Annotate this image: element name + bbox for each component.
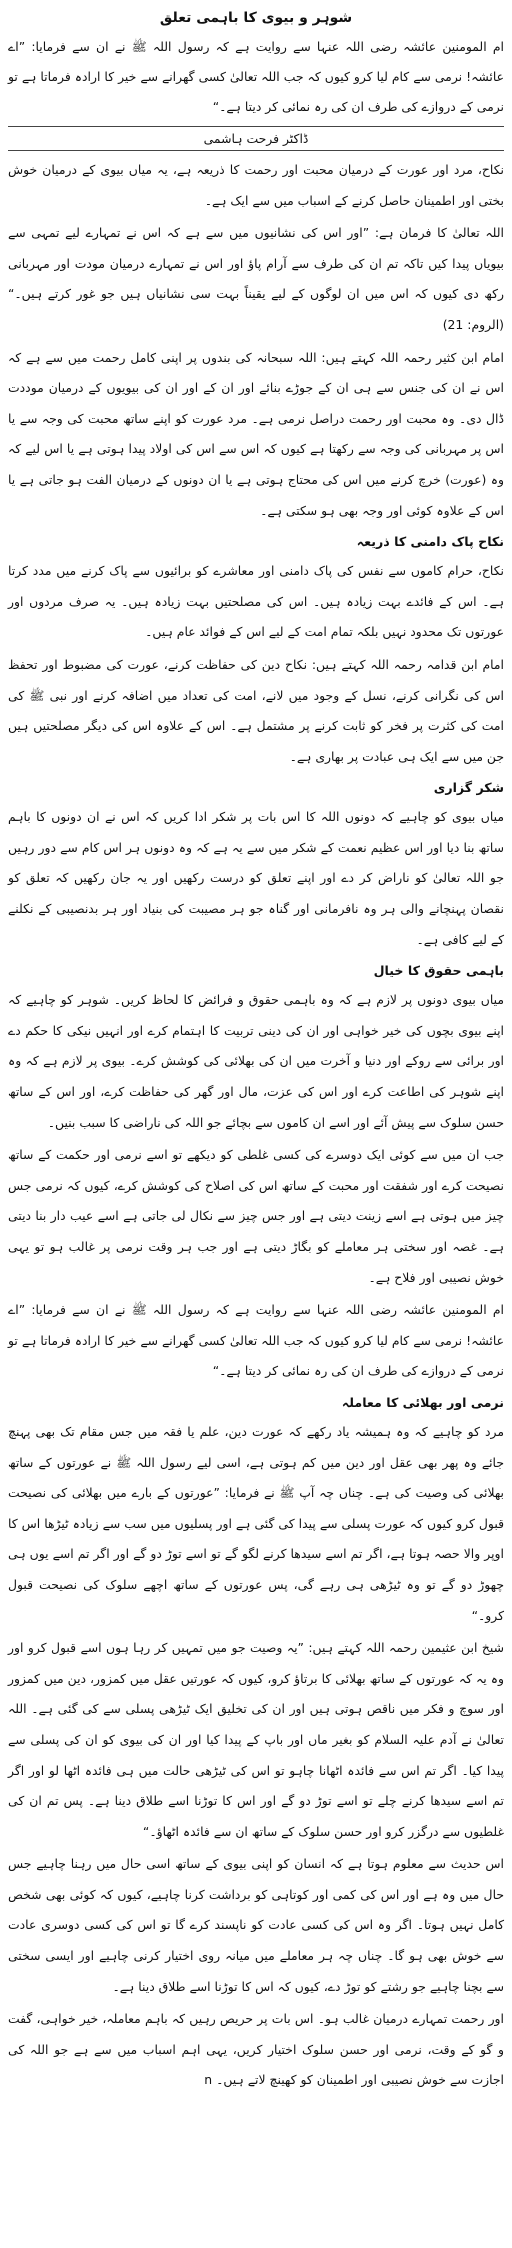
section-heading: نکاح پاک دامنی کا ذریعہ bbox=[356, 534, 504, 550]
author-divider bbox=[8, 150, 504, 151]
paragraph: مرد کو چاہیے کہ وہ ہمیشہ یاد رکھے کہ عورت دین، علم یا فقہ میں جس مقام تک بھی پہنچ جائے وہ پھر بھی عقل اور دین میں کم ہوتی ہے، اسی لیے رسول اللہ ﷺ نے عورتوں کے ساتھ بھلائی کی وصیت کی ہے۔ چناں چہ آپ ﷺ نے فرمایا: ”عورتوں کے بارے میں بھلائی کی نصیحت قبول کرو کیوں کہ عورت پسلی سے پیدا کی گئی ہے اور پسلیوں میں سب سے زیادہ ٹیڑھا اس کا اوپر والا حصہ ہوتا ہے، اگر تم اسے سیدھا کرنے لگو گے تو اسے توڑ دو گے اور اگر تم اسے یوں ہی چھوڑ دو گے تو وہ ٹیڑھی ہی رہے گی، پس عورتوں کے ساتھ اچھے سلوک کی نصیحت قبول کرو۔“ bbox=[8, 1423, 504, 1623]
end-mark: n bbox=[204, 2072, 213, 2088]
section-heading: باہمی حقوق کا خیال bbox=[373, 963, 504, 979]
paragraph: میاں بیوی دونوں پر لازم ہے کہ وہ باہمی حقوق و فرائض کا لحاظ کریں۔ شوہر کو چاہیے کہ اپنے بیوی بچوں کی خیر خواہی اور ان کی دینی تربیت کا اہتمام کرے اور انہیں نیکی کا حکم دے اور برائی سے روکے اور دنیا و آخرت میں ان کی بھلائی کی کوشش کرے۔ بیوی پر لازم ہے کہ وہ اپنے شوہر کی اطاعت کرے اور اس کی عزت، مال اور گھر کی حفاظت کرے، اور اس کے ساتھ حسن سلوک سے پیش آئے اور اسے ان کاموں سے بچائے جو اللہ کی ناراضی کا سبب بنیں۔ bbox=[8, 992, 504, 1130]
paragraph: نکاح، مرد اور عورت کے درمیان محبت اور رحمت کا ذریعہ ہے، یہ میاں بیوی کے درمیان خوش بختی اور اطمینان حاصل کرنے کے اسباب میں سے ایک ہے۔ bbox=[8, 162, 504, 208]
paragraph: اس حدیث سے معلوم ہوتا ہے کہ انسان کو اپنی بیوی کے ساتھ اسی حال میں رہنا چاہیے جس حال میں وہ ہے اور اس کی کمی اور کوتاہی کو برداشت کرنا چاہیے، کیوں کہ کوئی بھی شخص کامل نہیں ہوتا۔ اگر وہ اس کی کسی عادت کو ناپسند کرے گا تو اس کی کسی دوسری عادت سے خوش بھی ہو گا۔ چناں چہ ہر معاملے میں میانہ روی اختیار کرنی چاہیے اور ایسی سختی سے بچنا چاہیے جو رشتے کو توڑ دے، کیوں کہ اس کا توڑنا اسے طلاق دینا ہے۔ bbox=[8, 1856, 504, 1994]
paragraph: شیخ ابن عثیمین رحمہ اللہ کہتے ہیں: ”یہ وصیت جو میں تمہیں کر رہا ہوں اسے قبول کرو اور وہ یہ کہ عورتوں کے ساتھ بھلائی کا برتاؤ کرو، کیوں کہ عورتیں عقل میں کمزور، دین میں کمزور اور سوچ و فکر میں ناقص ہوتی ہیں اور ان کی تخلیق ایک ٹیڑھی پسلی سے کی گئی ہے۔ اللہ تعالیٰ نے آدم علیہ السلام کو بغیر ماں اور باپ کے پیدا کیا اور ان کی بیوی کو ان کی پسلی سے پیدا کیا۔ اگر تم اس سے فائدہ اٹھانا چاہو تو اس کی ٹیڑھی حالت میں ہی فائدہ اٹھا لو اور اگر تم اسے سیدھا کرنے چلے تو اسے توڑ دو گے اور اس کا توڑنا اسے طلاق دینا ہے۔ پس تم ان کی غلطیوں سے درگزر کرو اور حسن سلوک کے ساتھ ان سے فائدہ اٹھاؤ۔“ bbox=[8, 1640, 504, 1839]
paragraph: ام المومنین عائشہ رضی اللہ عنہا سے روایت ہے کہ رسول اللہ ﷺ نے ان سے فرمایا: ”اے عائشہ! نرمی سے کام لیا کرو کیوں کہ جب اللہ تعالیٰ کسی گھرانے سے خیر کا ارادہ فرماتا ہے تو نرمی کے دروازے کی طرف ان کی رہ نمائی کر دیتا ہے۔“ bbox=[8, 1302, 504, 1379]
title-divider bbox=[8, 126, 504, 127]
author-name: ڈاکٹر فرحت ہاشمی bbox=[203, 131, 309, 146]
paragraph: نکاح، حرام کاموں سے نفس کی پاک دامنی اور معاشرے کو برائیوں سے پاک کرنے میں مدد کرتا ہے۔ اس کے فائدے بہت زیادہ ہیں۔ اس کی مصلحتیں بہت زیادہ ہیں۔ یہ صرف مردوں اور عورتوں تک محدود نہیں بلکہ تمام امت کے لیے اس کے فوائد عام ہیں۔ bbox=[8, 563, 504, 640]
section-heading: شکر گزاری bbox=[433, 780, 504, 796]
paragraph bbox=[8, 2004, 504, 2096]
intro-hadith: ام المومنین عائشہ رضی اللہ عنہا سے روایت ہے کہ رسول اللہ ﷺ نے ان سے فرمایا: ”اے عائشہ! نرمی سے کام لیا کرو کیوں کہ جب اللہ تعالیٰ کسی گھرانے سے خیر کا ارادہ فرماتا ہے تو نرمی کے دروازے کی طرف ان کی رہ نمائی کر دیتا ہے۔“ bbox=[8, 39, 504, 114]
paragraph: میاں بیوی کو چاہیے کہ دونوں اللہ کا اس بات پر شکر ادا کریں کہ اس نے ان دونوں کا باہم ساتھ بنا دیا اور اس عظیم نعمت کے شکر میں سے یہ ہے کہ وہ دونوں ہر اس کام سے دور رہیں جو اللہ تعالیٰ کو ناراض کر دے اور اپنے تعلق کو درست رکھیں اور یہ جان رکھیں کہ تعلق کو نقصان پہنچانے والی ہر وہ نافرمانی اور گناہ جو ہر مصیبت کی بنیاد اور ہر بدنصیبی کے نکلنے کے لیے کافی ہے۔ bbox=[8, 809, 504, 947]
section-heading: نرمی اور بھلائی کا معاملہ bbox=[341, 1394, 504, 1410]
paragraph: جب ان میں سے کوئی ایک دوسرے کی کسی غلطی کو دیکھے تو اسے نرمی اور حکمت کے ساتھ نصیحت کرے اور شفقت اور محبت کے ساتھ اس کی اصلاح کی کوشش کرے، کیوں کہ نرمی جس چیز میں ہوتی ہے اسے زینت دیتی ہے اور جس چیز سے نکال لی جاتی ہے اسے عیب دار بنا دیتی ہے۔ غصہ اور سختی ہر معاملے کو بگاڑ دیتی ہے اور جب ہر وقت نرمی پر غالب ہو تو یہی خوش نصیبی اور فلاح ہے۔ bbox=[8, 1147, 504, 1285]
paragraph: امام ابن کثیر رحمہ اللہ کہتے ہیں: اللہ سبحانہ کی بندوں پر اپنی کامل رحمت میں سے ہے کہ اس نے ان کی جنس سے ہی ان کے جوڑے بنائے اور ان کے اور ان کی بیویوں کے درمیان موددت ڈال دی۔ وہ محبت اور رحمت دراصل نرمی ہے۔ مرد عورت کو اپنے ساتھ محبت کی وجہ سے یا اس پر مہربانی کی وجہ سے رکھتا ہے کیوں کہ اس سے اس کی اولاد پیدا ہوتی ہے یا اس لیے کہ وہ (عورت) خرچ کرنے میں اس کی محتاج ہوتی ہے یا ان دونوں کے درمیان الفت ہو جاتی ہے یا اس کے علاوہ کوئی اور وجہ بھی ہو سکتی ہے۔ bbox=[8, 349, 504, 518]
paragraph: امام ابن قدامہ رحمہ اللہ کہتے ہیں: نکاح دین کی حفاظت کرنے، عورت کی مضبوط اور تحفظ اس کی نگرانی کرنے، نسل کے وجود میں لانے، امت کی تعداد میں اضافہ کرنے اور نبی ﷺ کی امت کی کثرت پر فخر کو ثابت کرنے پر مشتمل ہے۔ اس کے علاوہ اس کی دیگر مصلحتیں ہیں جن میں سے ایک ہی عبادت پر بھاری ہے۔ bbox=[8, 656, 504, 764]
paragraph: اللہ تعالیٰ کا فرمان ہے: ”اور اس کی نشانیوں میں سے ہے کہ اس نے تمہارے لیے تمہی سے بیویاں پیدا کیں تاکہ تم ان کی طرف سے آرام پاؤ اور اس نے تمہارے درمیان مودت اور مہربانی رکھ دی کیوں کہ اس میں ان لوگوں کے لیے یقیناً بہت سی نشانیاں ہیں جو غور کرتے ہیں۔“ (الروم: 21) bbox=[8, 225, 504, 332]
article-title: شوہر و بیوی کا باہمی تعلق bbox=[159, 10, 353, 26]
closing-paragraph: اور رحمت تمہارے درمیان غالب ہو۔ اس بات پر حریص رہیں کہ باہم معاملہ، خیر خواہی، گفت و گو کے وقت، نرمی اور حسن سلوک اختیار کریں، یہی اہم اسباب میں سے ہے جو اللہ کی اجازت سے خوش نصیبی اور اطمینان کو کھینچ لاتے ہیں۔ bbox=[8, 2011, 504, 2088]
